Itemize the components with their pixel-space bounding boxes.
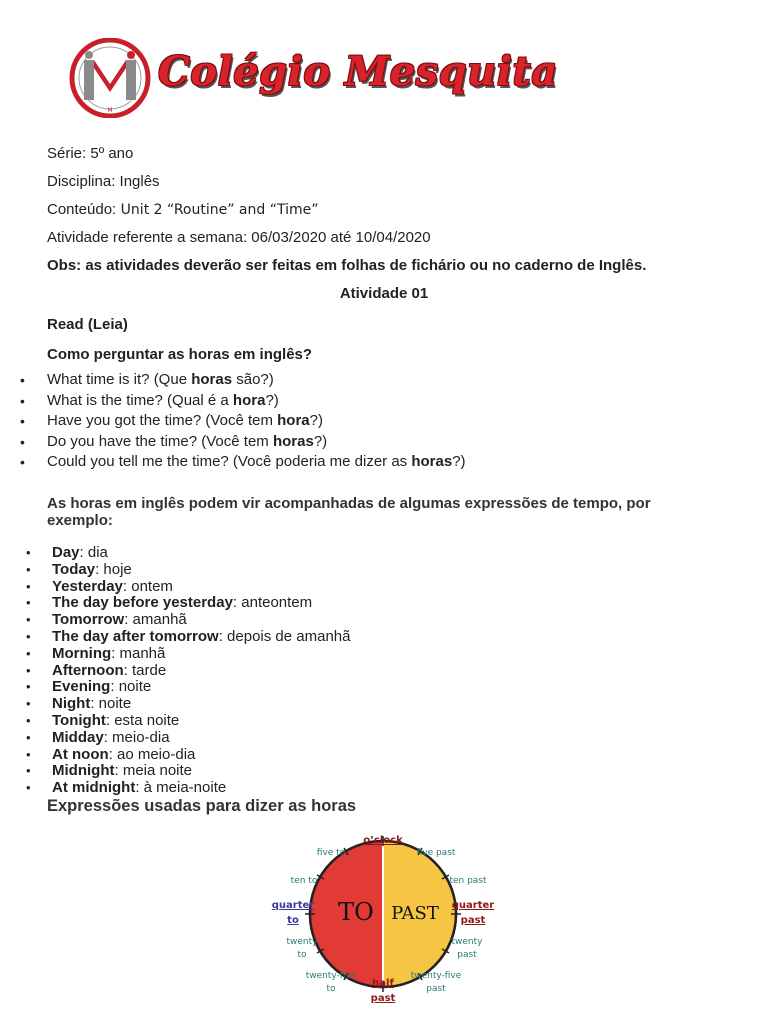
- semana-line: Atividade referente a semana: 06/03/2020 até 10/04/2020: [47, 229, 431, 246]
- list-item: • Tomorrow: amanhã: [26, 612, 350, 629]
- list-item: • Evening: noite: [26, 679, 350, 696]
- list-item: • The day after tomorrow: depois de amanhã: [26, 629, 350, 646]
- read-heading: Read (Leia): [47, 316, 128, 333]
- half-past-label-2: past: [370, 993, 396, 1004]
- list-item: • Have you got the time? (Você tem hora?): [20, 411, 466, 432]
- questions-list: [20, 370, 466, 473]
- list-item: • Do you have the time? (Você tem horas?): [20, 432, 466, 453]
- oclock-label: o’clock: [363, 835, 403, 846]
- to-word: TO: [338, 898, 374, 926]
- list-item: • Could you tell me the time? (Você poderia me dizer as horas?): [20, 452, 466, 473]
- twenty-five-to-label-1: twenty-five: [305, 971, 357, 981]
- conteudo-label: Conteúdo:: [47, 201, 117, 218]
- five-to-label: five to: [316, 848, 346, 858]
- question-heading: Como perguntar as horas em inglês?: [47, 346, 313, 363]
- half-past-label-1: half: [372, 978, 394, 989]
- disciplina-line: Disciplina: Inglês: [47, 173, 160, 190]
- quarter-past-label-2: past: [460, 915, 486, 926]
- list-item: • Today: hoje: [26, 562, 350, 579]
- twenty-five-to-label-2: to: [326, 984, 336, 994]
- school-logo: [66, 38, 154, 118]
- five-past-label: five past: [416, 848, 456, 858]
- logo-letter: M: [107, 107, 113, 114]
- expressions-intro: As horas em inglês podem vir acompanhadas de algumas expressões de tempo, por exemplo:: [47, 495, 651, 529]
- expressions-list: [26, 545, 350, 797]
- list-item: • Midnight: meia noite: [26, 763, 350, 780]
- quarter-to-label-1: quarter: [271, 900, 315, 911]
- twenty-to-label-2: to: [297, 950, 307, 960]
- serie-line: Série: 5º ano: [47, 145, 134, 162]
- conteudo-line: [47, 201, 318, 219]
- obs-line: Obs: as atividades deverão ser feitas em folhas de fichário ou no caderno de Inglês.: [47, 257, 647, 274]
- list-item: • What is the time? (Qual é a hora?): [20, 391, 466, 412]
- past-word: PAST: [391, 903, 439, 924]
- list-item: • Tonight: esta noite: [26, 713, 350, 730]
- quarter-past-label-1: quarter: [451, 900, 495, 911]
- list-item: • Midday: meio-dia: [26, 730, 350, 747]
- section-title: Expressões usadas para dizer as horas: [47, 797, 357, 815]
- ten-to-label: ten to: [290, 876, 318, 886]
- twenty-five-past-label-1: twenty-five: [410, 971, 462, 981]
- quarter-to-label-2: to: [287, 915, 299, 926]
- activity-title: Atividade 01: [339, 285, 429, 302]
- twenty-five-past-label-2: past: [426, 984, 446, 994]
- clock-diagram: [268, 828, 500, 1024]
- list-item: • At midnight: à meia-noite: [26, 780, 350, 797]
- twenty-past-label-1: twenty: [451, 937, 483, 947]
- school-name: Colégio Mesquita: [158, 48, 558, 95]
- twenty-past-label-2: past: [457, 950, 477, 960]
- list-item: • Yesterday: ontem: [26, 579, 350, 596]
- list-item: • Day: dia: [26, 545, 350, 562]
- ten-past-label: ten past: [449, 876, 487, 886]
- twenty-to-label-1: twenty: [286, 937, 318, 947]
- conteudo-value: Unit 2 “Routine” and “Time”: [116, 202, 319, 218]
- list-item: • The day before yesterday: anteontem: [26, 595, 350, 612]
- list-item: • Afternoon: tarde: [26, 663, 350, 680]
- list-item: • What time is it? (Que horas são?): [20, 370, 466, 391]
- list-item: • Night: noite: [26, 696, 350, 713]
- list-item: • At noon: ao meio-dia: [26, 747, 350, 764]
- list-item: • Morning: manhã: [26, 646, 350, 663]
